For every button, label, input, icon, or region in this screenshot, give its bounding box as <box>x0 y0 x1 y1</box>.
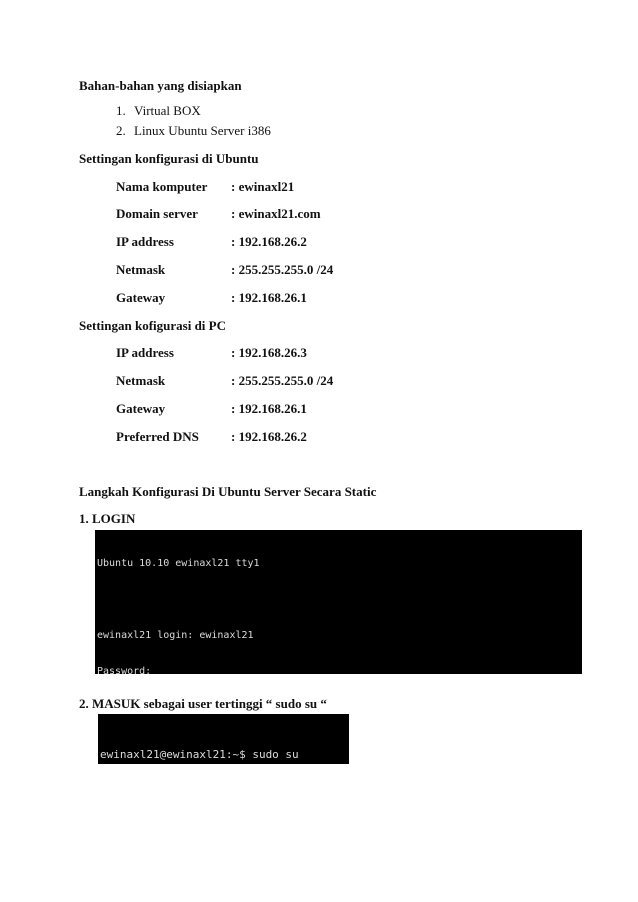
config-value: : 192.168.26.1 <box>231 290 307 305</box>
config-key: Netmask <box>116 262 166 277</box>
config-key: IP address <box>116 234 174 249</box>
config-key: Netmask <box>116 373 166 388</box>
terminal-line: Ubuntu 10.10 ewinaxl21 tty1 <box>97 558 260 569</box>
terminal-line: ewinaxl21 login: ewinaxl21 <box>97 630 254 641</box>
terminal-line <box>97 594 582 606</box>
config-key: Domain server <box>116 206 198 221</box>
config-value: : 192.168.26.2 <box>231 429 307 444</box>
config-value: : 192.168.26.2 <box>231 234 307 249</box>
config-key: Gateway <box>116 401 166 416</box>
list-text: Virtual BOX <box>134 103 201 118</box>
config-key: Nama komputer <box>116 179 208 194</box>
sudo-terminal-screenshot <box>98 714 349 764</box>
config-key: Gateway <box>116 290 166 305</box>
login-terminal-screenshot <box>95 530 582 674</box>
list-item <box>0 103 638 119</box>
list-number: 2. <box>116 123 126 138</box>
pc-config-heading: Settingan kofigurasi di PC <box>79 318 226 333</box>
config-key: Preferred DNS <box>116 429 199 444</box>
terminal-line: ewinaxl21@ewinaxl21:~$ sudo su <box>100 748 299 761</box>
list-text: Linux Ubuntu Server i386 <box>134 123 271 138</box>
config-value: : 192.168.26.3 <box>231 345 307 360</box>
config-value: : 255.255.255.0 /24 <box>231 262 334 277</box>
ubuntu-config-heading: Settingan konfigurasi di Ubuntu <box>79 151 259 166</box>
materials-heading: Bahan-bahan yang disiapkan <box>79 78 242 93</box>
config-key: IP address <box>116 345 174 360</box>
list-item <box>0 123 638 139</box>
terminal-line: Password: <box>97 666 152 674</box>
config-value: : 192.168.26.1 <box>231 401 307 416</box>
config-value: : 255.255.255.0 /24 <box>231 373 334 388</box>
config-value: : ewinaxl21 <box>231 179 295 194</box>
config-value: : ewinaxl21.com <box>231 206 321 221</box>
step1-title: 1. LOGIN <box>79 511 136 526</box>
list-number: 1. <box>116 103 126 118</box>
steps-title: Langkah Konfigurasi Di Ubuntu Server Secara Static <box>79 484 377 499</box>
step2-title: 2. MASUK sebagai user tertinggi “ sudo su “ <box>79 696 327 711</box>
